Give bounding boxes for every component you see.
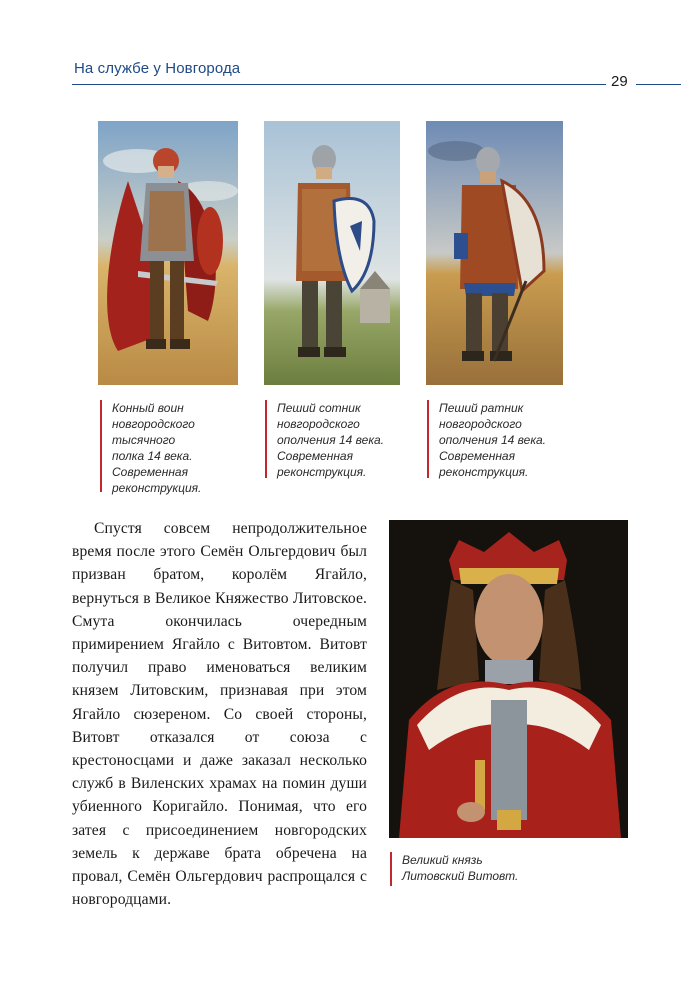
caption-line: тысячного [112,433,176,447]
caption-line: Современная [277,449,354,463]
caption-line: ополчения 14 века. [277,433,384,447]
caption-line: Пеший сотник [277,401,361,415]
page-number: 29 [611,73,628,90]
caption-line: новгородского [439,417,522,431]
caption-line: Пеший ратник [439,401,524,415]
caption-foot-centurion [265,400,422,478]
illustration-foot-centurion [264,121,400,385]
caption-line: новгородского [112,417,195,431]
caption-foot-warrior [427,400,584,478]
caption-line: полка 14 века. [112,449,193,463]
body-paragraph: Спустя совсем непродолжительное время после этого Семён Ольгердович был призван братом, королём Ягайло, вернуться в Великое Княжество Литовское. Смута окончилась очередным примирением Ягайло с Витовтом. Витовт получил право именоваться великим князем Литовским, признавая при этом Ягайло сюзереном. Со своей стороны, Витовт отказался от союза с крестоносцами и даже заказал несколько служб в Виленских храмах на помин души убиенного Коригайло. Понимая, что его затея с присоединением новгородских земель к державе брата обречена на провал, Семён Ольгердович распрощался с новгородцами. [72,520,367,909]
caption-line: Современная [439,449,516,463]
caption-line: Конный воин [112,401,184,415]
caption-mounted-warrior [100,400,252,495]
illustration-vytautas-portrait [389,520,628,838]
caption-line: ополчения 14 века. [439,433,546,447]
caption-line: Литовский Витовт. [402,869,519,883]
caption-line: реконструкция. [277,465,367,479]
caption-line: реконструкция. [439,465,529,479]
illustration-foot-warrior [426,121,563,385]
running-header-title: На службе у Новгорода [74,60,241,77]
caption-vytautas [390,852,582,886]
caption-line: реконструкция. [112,481,202,495]
caption-line: Великий князь [402,853,483,867]
header-rule-right [636,84,681,85]
header-rule [72,84,606,85]
illustration-mounted-warrior [98,121,238,385]
caption-line: новгородского [277,417,360,431]
caption-line: Современная [112,465,189,479]
